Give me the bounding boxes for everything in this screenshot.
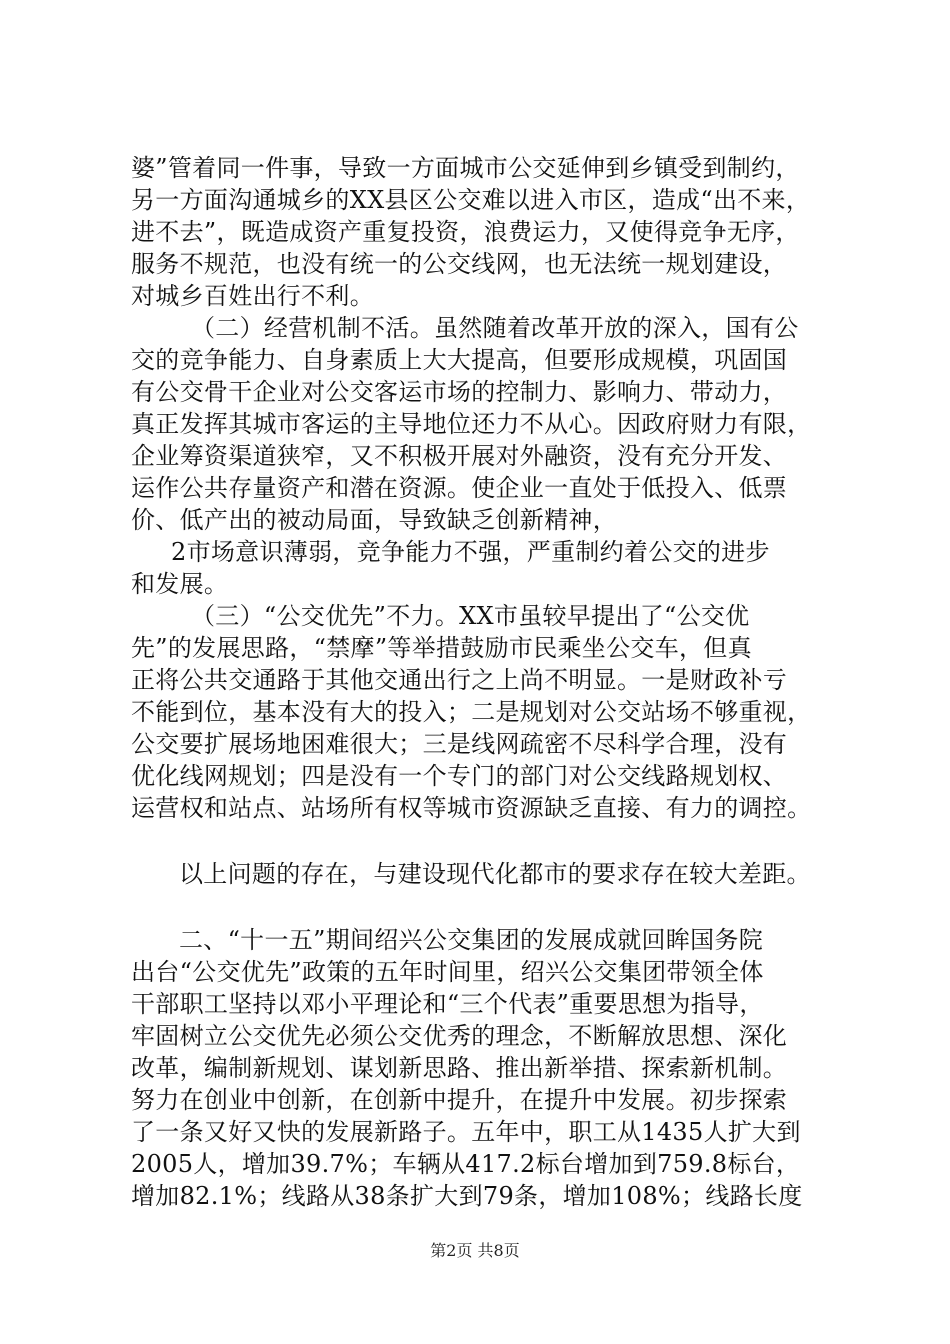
text-line: 二、“十一五”期间绍兴公交集团的发展成就回眸国务院 [179, 926, 764, 954]
text-line: 价、低产出的被动局面，导致缺乏创新精神， [131, 506, 617, 534]
text-line: 服务不规范，也没有统一的公交线网，也无法统一规划建设， [131, 250, 788, 278]
text-line: 有公交骨干企业对公交客运市场的控制力、影响力、带动力， [131, 378, 788, 406]
text-line: 2005人，增加39.7%；车辆从417.2标台增加到759.8标台， [131, 1150, 801, 1178]
text-line: 和发展。 [131, 570, 229, 598]
paragraph-5 [131, 858, 851, 890]
text-line: 进不去”，既造成资产重复投资，浪费运力，又使得竞争无序， [131, 218, 800, 246]
text-line: 企业筹资渠道狭窄，又不积极开展对外融资，没有充分开发、 [131, 442, 788, 470]
paragraph-spacer [131, 824, 851, 858]
paragraph-6 [131, 924, 851, 1212]
text-line: （二）经营机制不活。虽然随着改革开放的深入，国有公 [191, 314, 799, 342]
text-line: 交的竞争能力、自身素质上大大提高，但要形成规模，巩固国 [131, 346, 788, 374]
text-line: 牢固树立公交优先必须公交优秀的理念，不断解放思想、深化 [131, 1022, 788, 1050]
text-line: 运作公共存量资产和潜在资源。使企业一直处于低投入、低票 [131, 474, 788, 502]
page-number-footer: 第2页 共8页 [430, 1241, 520, 1260]
text-line: 不能到位，基本没有大的投入；二是规划对公交站场不够重视， [131, 698, 812, 726]
text-line: 婆”管着同一件事，导致一方面城市公交延伸到乡镇受到制约， [131, 154, 800, 182]
text-line: 公交要扩展场地困难很大；三是线网疏密不尽科学合理，没有 [131, 730, 788, 758]
paragraph-1 [131, 152, 851, 312]
text-line: 干部职工坚持以邓小平理论和“三个代表”重要思想为指导， [131, 990, 764, 1018]
paragraph-2 [131, 312, 851, 536]
text-line: （三）“公交优先”不力。XX市虽较早提出了“公交优 [191, 602, 750, 630]
text-line: 了一条又好又快的发展新路子。五年中，职工从1435人扩大到 [131, 1118, 801, 1146]
text-line: 努力在创业中创新，在创新中提升，在提升中发展。初步探索 [131, 1086, 788, 1114]
text-line: 以上问题的存在，与建设现代化都市的要求存在较大差距。 [179, 860, 811, 888]
text-line: 增加82.1%；线路从38条扩大到79条，增加108%；线路长度 [131, 1182, 803, 1210]
text-line: 正将公共交通路于其他交通出行之上尚不明显。一是财政补亏 [131, 666, 788, 694]
text-line: 真正发挥其城市客运的主导地位还力不从心。因政府财力有限， [131, 410, 812, 438]
paragraph-3 [131, 536, 851, 600]
text-line: 对城乡百姓出行不利。 [131, 282, 374, 310]
text-line: 优化线网规划；四是没有一个专门的部门对公交线路规划权、 [131, 762, 788, 790]
text-line: 出台“公交优先”政策的五年时间里，绍兴公交集团带领全体 [131, 958, 764, 986]
text-line: 运营权和站点、站场所有权等城市资源缺乏直接、有力的调控。 [131, 794, 812, 822]
text-line: 改革，编制新规划、谋划新思路、推出新举措、探索新机制。 [131, 1054, 788, 1082]
text-line: 2市场意识薄弱，竞争能力不强，严重制约着公交的进步 [171, 538, 770, 566]
text-line: 先”的发展思路，“禁摩”等举措鼓励市民乘坐公交车，但真 [131, 634, 752, 662]
text-line: 另一方面沟通城乡的XX县区公交难以进入市区，造成“出不来， [131, 186, 811, 214]
document-body [131, 152, 851, 1212]
paragraph-4 [131, 600, 851, 824]
paragraph-spacer [131, 890, 851, 924]
